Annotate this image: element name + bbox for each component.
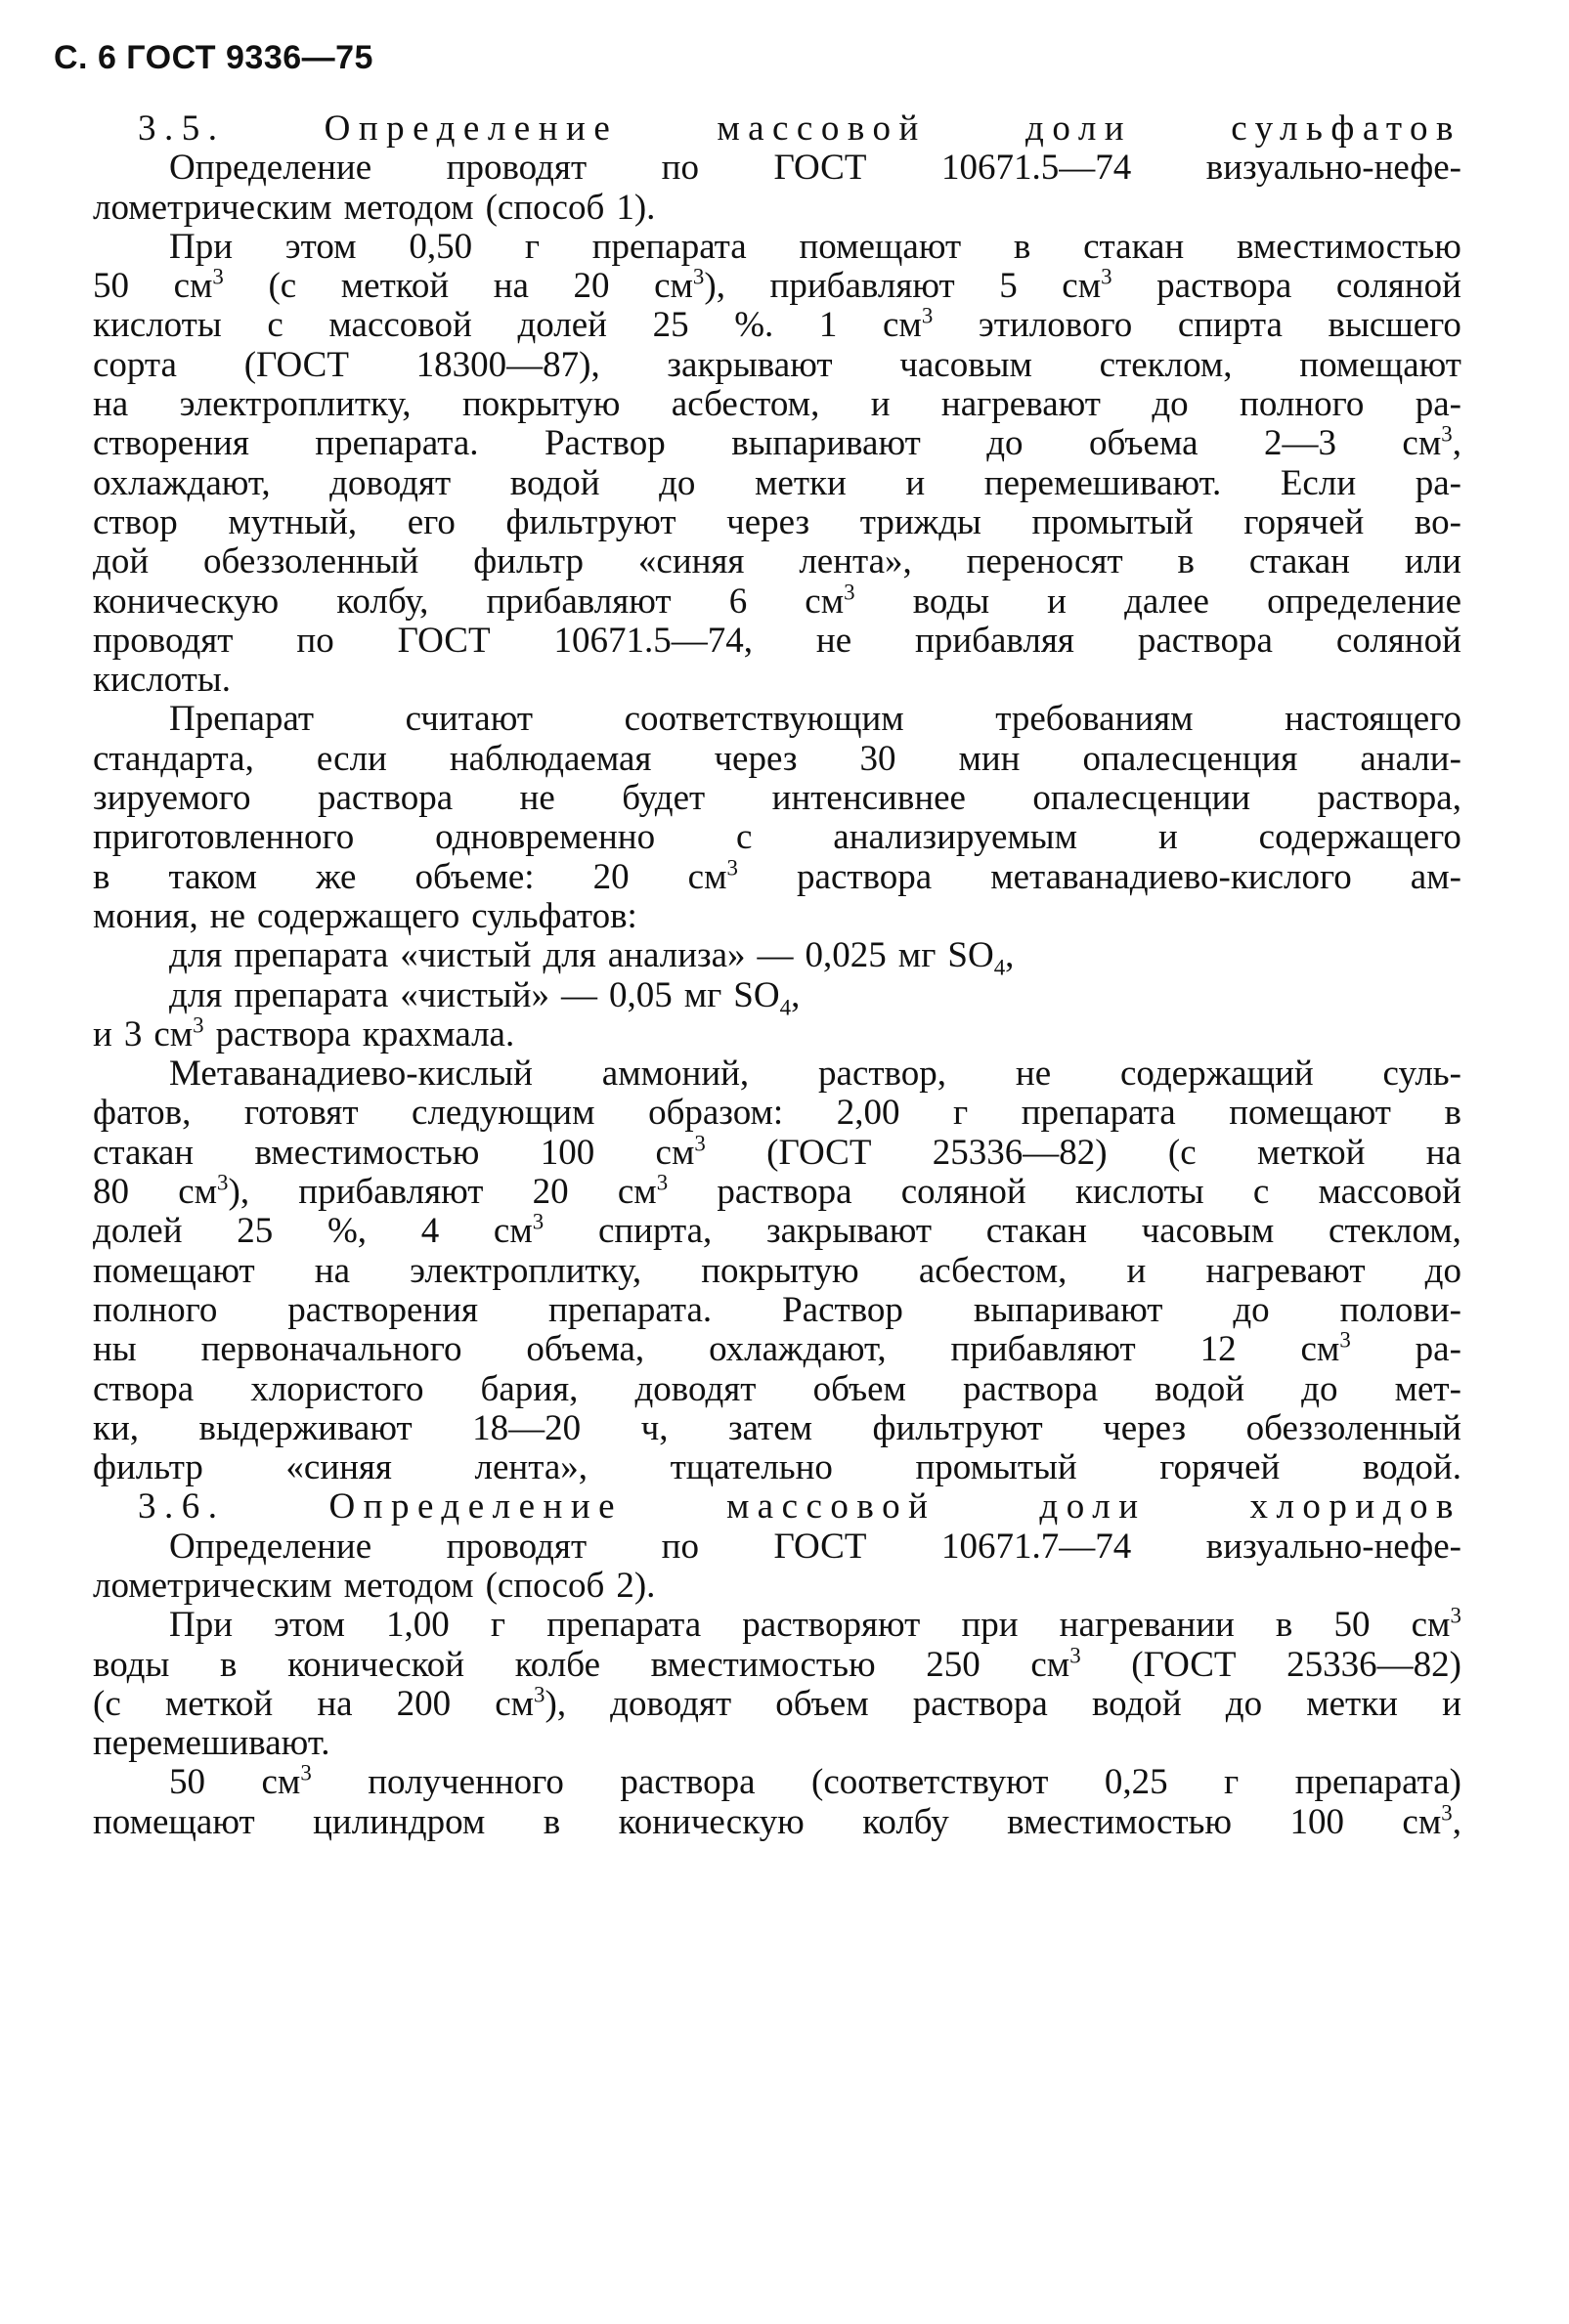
text-line: (с меткой на 200 $см^3$), доводят объем раствора водой до метки и (93, 1682, 1461, 1724)
text-line: стакан вместимостью 100 $см^3$ (ГОСТ 25336—82) (с меткой на (93, 1131, 1461, 1173)
text-line: лометрическим методом (способ 2). (93, 1565, 656, 1606)
text-line: При этом 1,00 г препарата растворяют при нагревании в 50 $см^3$ (169, 1603, 1461, 1646)
text-line: кислоты с массовой долей 25 %. 1 $см^3$ этилового спирта высшего (93, 304, 1461, 346)
text-line: 50 $см^3$ (с меткой на 20 $см^3$), прибавляют 5 $см^3$ раствора соляной (93, 264, 1461, 307)
text-line: проводят по ГОСТ 10671.5—74, не прибавляя раствора соляной (93, 620, 1461, 661)
text-line: коническую колбу, прибавляют 6 $см^3$ воды и далее определение (93, 580, 1461, 622)
text-line: воды в конической колбе вместимостью 250 $см^3$ (ГОСТ 25336—82) (93, 1643, 1461, 1685)
text-line: Метаванадиево-кислый аммоний, раствор, не содержащий суль- (169, 1054, 1461, 1095)
text-line: кислоты. (93, 660, 231, 701)
text-line: Определение проводят по ГОСТ 10671.7—74 визуально-нефе- (169, 1526, 1461, 1567)
section-heading: 3.6. Определение массовой доли хлоридов (138, 1486, 1461, 1528)
text-line: охлаждают, доводят водой до метки и перемешивают. Если ра- (93, 462, 1461, 503)
text-line: сорта (ГОСТ 18300—87), закрывают часовым стеклом, помещают (93, 344, 1461, 385)
text-line: ны первоначального объема, охлаждают, прибавляют 12 $см^3$ ра- (93, 1327, 1461, 1370)
text-line: лометрическим методом (способ 1). (93, 187, 656, 228)
text-line: фильтр «синяя лента», тщательно промытый горячей водой. (93, 1447, 1461, 1488)
text-line: створения препарата. Раствор выпаривают до объема 2—3 $см^3$, (93, 422, 1461, 464)
text-line: перемешивают. (93, 1723, 330, 1764)
running-head: С. 6 ГОСТ 9336—75 (54, 39, 373, 76)
text-line: помещают цилиндром в коническую колбу вместимостью 100 $см^3$, (93, 1800, 1461, 1842)
text-line: на электроплитку, покрытую асбестом, и нагревают до полного ра- (93, 384, 1461, 425)
text-line: створ мутный, его фильтруют через трижды промытый горячей во- (93, 501, 1461, 542)
text-line: створа хлористого бария, доводят объем раствора водой до мет- (93, 1368, 1461, 1409)
text-line: мония, не содержащего сульфатов: (93, 895, 637, 936)
text-line: 80 $см^3$), прибавляют 20 $см^3$ раствора соляной кислоты с массовой (93, 1170, 1461, 1213)
text-line: долей 25 %, 4 $см^3$ спирта, закрывают стакан часовым стеклом, (93, 1209, 1461, 1252)
text-line: в таком же объеме: 20 $см^3$ раствора метаванадиево-кислого ам- (93, 855, 1461, 897)
section-heading: 3.5. Определение массовой доли сульфатов (138, 108, 1461, 149)
text-line: приготовленного одновременно с анализируемым и содержащего (93, 817, 1461, 858)
text-line: 50 $см^3$ полученного раствора (соответствуют 0,25 г препарата) (169, 1761, 1461, 1803)
text-line: для препарата «чистый» — 0,05 мг $SO_4$, (169, 974, 801, 1019)
text-line: помещают на электроплитку, покрытую асбестом, и нагревают до (93, 1250, 1461, 1291)
text-line: и 3 $см^3$ раствора крахмала. (93, 1012, 515, 1054)
text-line: стандарта, если наблюдаемая через 30 мин опалесценция анали- (93, 738, 1461, 779)
text-line: дой обеззоленный фильтр «синяя лента», переносят в стакан или (93, 541, 1461, 582)
text-line: фатов, готовят следующим образом: 2,00 г препарата помещают в (93, 1093, 1461, 1134)
text-line: зируемого раствора не будет интенсивнее опалесценции раствора, (93, 778, 1461, 819)
text-line: полного растворения препарата. Раствор выпаривают до полови- (93, 1289, 1461, 1330)
text-line: Определение проводят по ГОСТ 10671.5—74 визуально-нефе- (169, 148, 1461, 189)
text-line: Препарат считают соответствующим требованиям настоящего (169, 699, 1461, 740)
document-body (93, 109, 1461, 1842)
text-line: для препарата «чистый для анализа» — 0,025 мг $SO_4$, (169, 935, 1015, 980)
text-line: При этом 0,50 г препарата помещают в стакан вместимостью (169, 226, 1461, 267)
text-line: ки, выдерживают 18—20 ч, затем фильтруют через обеззоленный (93, 1407, 1461, 1448)
